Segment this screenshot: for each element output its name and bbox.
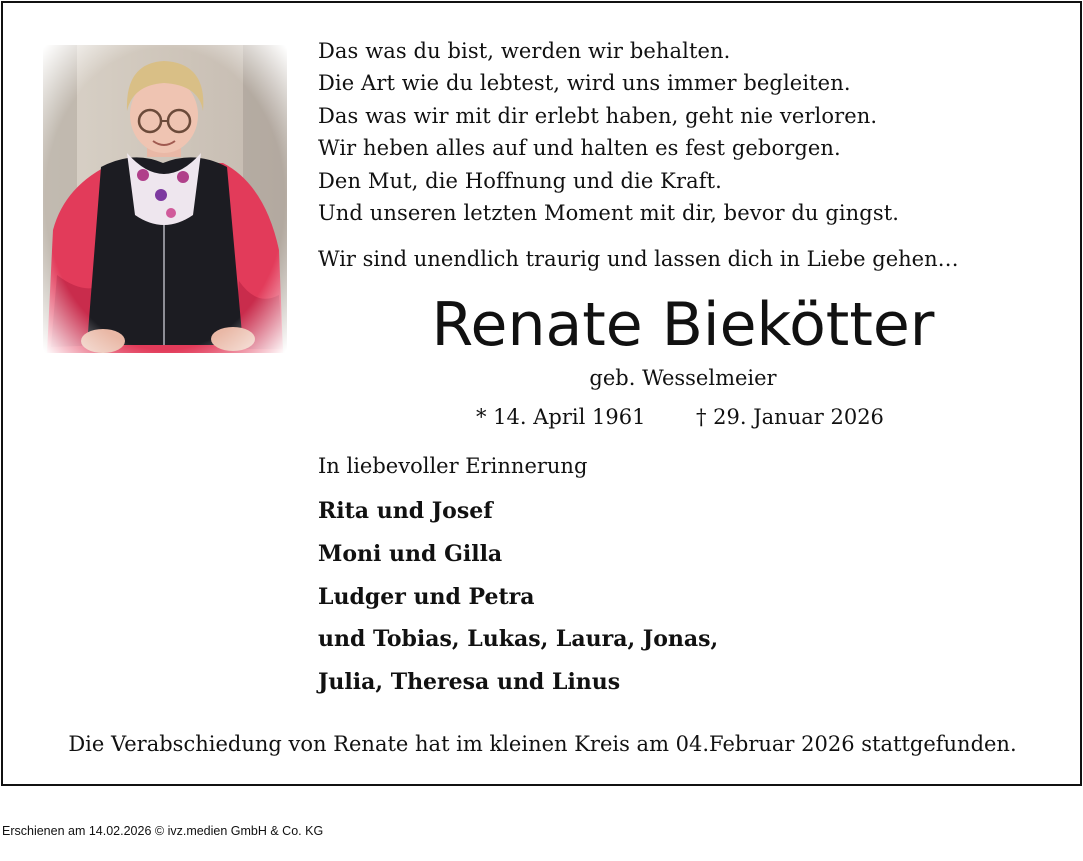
- poem-line: Wir heben alles auf und halten es fest geborgen.: [318, 136, 841, 161]
- family-list: [318, 490, 718, 704]
- obituary-notice: [1, 1, 1082, 786]
- birth-date: * 14. April 1961: [476, 405, 646, 429]
- poem-line: Und unseren letzten Moment mit dir, bevor du gingst.: [318, 201, 900, 226]
- portrait-image: [43, 45, 287, 353]
- death-date: † 29. Januar 2026: [696, 405, 884, 429]
- poem: [318, 35, 899, 229]
- family-line: Rita und Josef: [318, 498, 493, 524]
- family-line: Moni und Gilla: [318, 540, 503, 567]
- family-line: Julia, Theresa und Linus: [318, 669, 621, 696]
- life-dates: [476, 402, 884, 432]
- deceased-name: Renate Biekötter: [431, 290, 935, 360]
- family-line: und Tobias, Lukas, Laura, Jonas,: [318, 626, 719, 653]
- portrait-photo: [43, 45, 287, 353]
- family-line: Ludger und Petra: [318, 583, 535, 610]
- poem-line: Das was du bist, werden wir behalten.: [318, 39, 731, 63]
- poem-line: Das was wir mit dir erlebt haben, geht nie verloren.: [318, 103, 878, 128]
- publication-note: Erschienen am 14.02.2026 © ivz.medien GmbH & Co. KG: [2, 824, 324, 838]
- poem-line: Die Art wie du lebtest, wird uns immer begleiten.: [318, 71, 851, 96]
- farewell-note: Die Verabschiedung von Renate hat im kleinen Kreis am 04.Februar 2026 stattgefunden.: [68, 732, 1017, 756]
- poem-line: Den Mut, die Hoffnung und die Kraft.: [318, 168, 722, 193]
- remembrance-label: In liebevoller Erinnerung: [318, 454, 588, 478]
- birth-name: geb. Wesselmeier: [589, 366, 777, 390]
- sorrow-line: Wir sind unendlich traurig und lassen dich in Liebe gehen…: [318, 247, 959, 271]
